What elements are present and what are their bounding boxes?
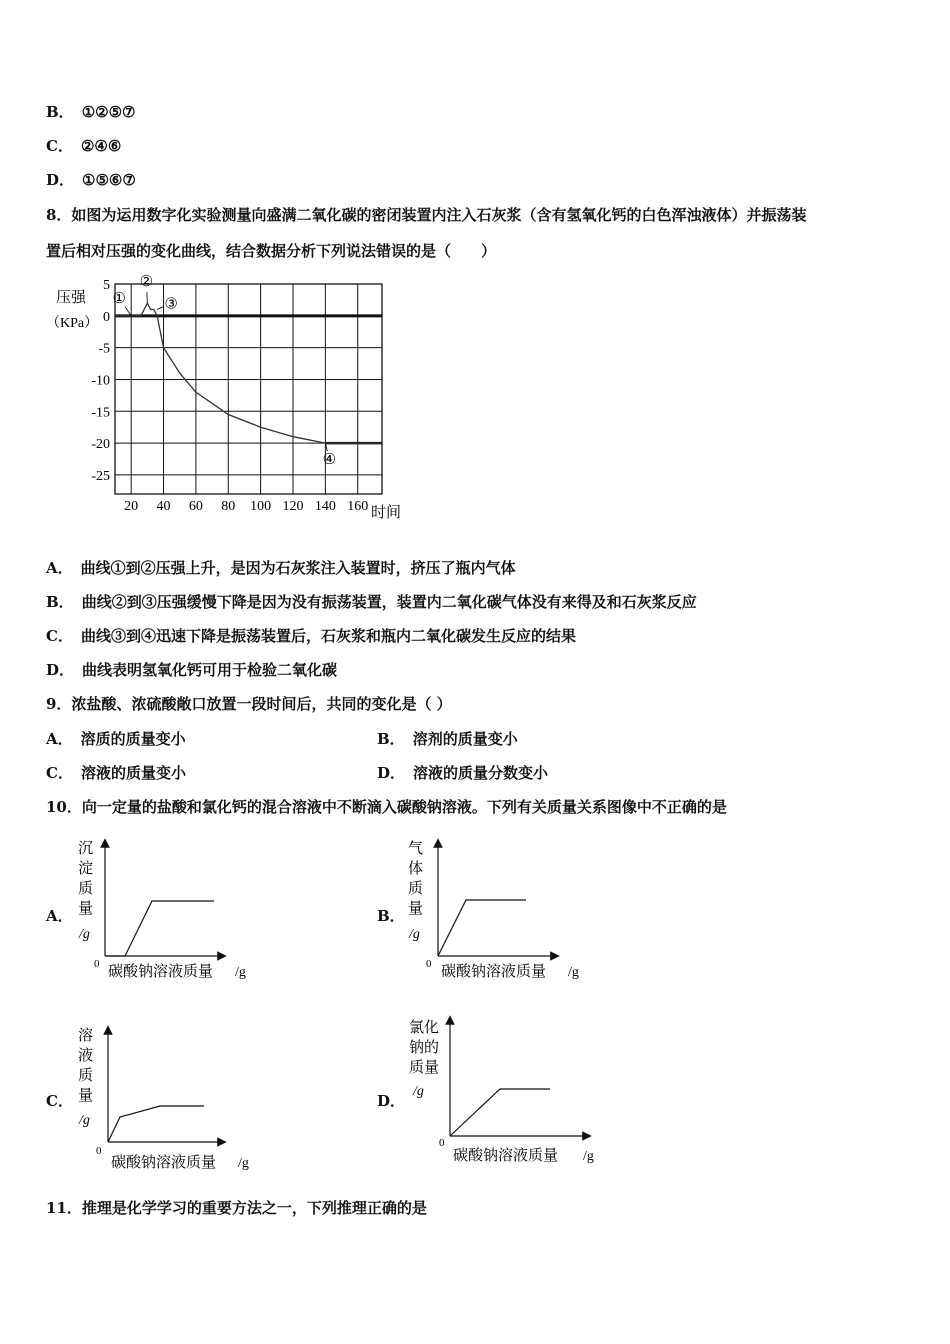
y-label-4: 量 (78, 899, 94, 917)
q8-option-d: D． 曲线表明氢氧化钙可用于检验二氧化碳 (46, 661, 338, 679)
curve (450, 1089, 550, 1136)
y-label-3: 质 (408, 879, 424, 897)
chart-ticks (91, 278, 368, 514)
pressure-chart (40, 272, 420, 527)
q8-stem-line1: 8．如图为运用数字化实验测量向盛满二氧化碳的密闭装置内注入石灰浆（含有氢氧化钙的白色浑浊液体）并振荡装 (46, 206, 807, 224)
q11-stem: 11．推理是化学学习的重要方法之一，下列推理正确的是 (46, 1199, 427, 1217)
y-tick-label: 0 (103, 309, 110, 325)
x-unit: /g (235, 965, 246, 980)
q7-option-b: B． ①②⑤⑦ (46, 103, 136, 121)
origin: 0 (94, 958, 100, 970)
y-tick-label: -20 (91, 437, 110, 453)
y-unit: /g (79, 927, 90, 942)
annotation-label: ① (112, 290, 126, 307)
x-label: 碳酸钠溶液质量 (453, 1146, 559, 1164)
y-unit: /g (413, 1084, 424, 1099)
y-label-2: 体 (408, 859, 424, 877)
q8-stem-line2: 置后相对压强的变化曲线，结合数据分析下列说法错误的是（ ） (46, 242, 497, 260)
curve (108, 1106, 204, 1142)
y-axis-label: 压强 (56, 288, 87, 306)
y-label-2: 钠的 (409, 1038, 440, 1056)
q10-graph-d-letter: D． (377, 1092, 406, 1110)
x-label: 碳酸钠溶液质量 (441, 962, 547, 980)
x-tick-label: 60 (188, 499, 203, 514)
q9-stem: 9．浓盐酸、浓硫酸敞口放置一段时间后，共同的变化是（ ） (46, 695, 452, 713)
y-label-4: 量 (78, 1086, 94, 1104)
y-axis-unit: （KPa） (46, 316, 99, 331)
q10-graph-a-letter: A． (46, 907, 73, 925)
y-tick-label: -5 (98, 341, 110, 357)
x-label: 碳酸钠溶液质量 (111, 1153, 217, 1171)
q10-graph-c-letter: C． (46, 1092, 73, 1110)
q10-graph-d (405, 1012, 600, 1172)
y-label-3: 质 (78, 1066, 94, 1084)
y-label-1: 气 (408, 839, 424, 857)
y-tick-label: 5 (103, 278, 110, 293)
y-unit: /g (79, 1113, 90, 1128)
annotation-leader (147, 292, 148, 303)
annotation-leader (157, 306, 164, 309)
chart-grid (115, 284, 382, 494)
curve (105, 901, 214, 956)
q10-stem: 10．向一定量的盐酸和氯化钙的混合溶液中不断滴入碳酸钠溶液。下列有关质量关系图像中不正确的是 (46, 798, 727, 816)
q7-option-c: C． ②④⑥ (46, 137, 122, 155)
y-tick-label: -25 (91, 468, 110, 484)
y-label-2: 淀 (78, 859, 94, 877)
pressure-curve (115, 303, 382, 443)
y-tick-label: -15 (91, 405, 110, 421)
origin: 0 (439, 1137, 445, 1149)
q8-option-b: B． 曲线②到③压强缓慢下降是因为没有振荡装置，装置内二氧化碳气体没有来得及和石灰浆反应 (46, 593, 697, 611)
x-unit: /g (238, 1156, 249, 1171)
y-label-1: 沉 (78, 839, 94, 857)
y-label-2: 液 (78, 1046, 94, 1064)
x-tick-label: 120 (282, 499, 304, 514)
annotation-label: ② (139, 274, 154, 291)
x-axis-label: 时间 (371, 503, 402, 521)
q10-graph-b-letter: B． (377, 907, 405, 925)
q9-option-b: B． 溶剂的质量变小 (377, 730, 518, 748)
q9-option-a: A． 溶质的质量变小 (46, 730, 186, 748)
q10-graph-b (400, 833, 590, 985)
q9-option-c: C． 溶液的质量变小 (46, 764, 186, 782)
annotation-label: ④ (322, 452, 337, 469)
x-tick-label: 160 (347, 499, 369, 514)
x-tick-label: 80 (221, 499, 236, 514)
q10-graph-c (70, 1020, 260, 1172)
q8-option-a: A． 曲线①到②压强上升，是因为石灰浆注入装置时，挤压了瓶内气体 (46, 559, 516, 577)
q10-graph-a (70, 833, 260, 985)
x-tick-label: 140 (314, 499, 336, 514)
x-tick-label: 40 (156, 499, 171, 514)
x-tick-label: 20 (124, 499, 139, 514)
y-label-1: 氯化 (409, 1018, 440, 1036)
x-unit: /g (568, 965, 579, 980)
y-label-4: 量 (408, 899, 424, 917)
q8-option-c: C． 曲线③到④迅速下降是振荡装置后，石灰浆和瓶内二氧化碳发生反应的结果 (46, 627, 576, 645)
origin: 0 (426, 958, 432, 970)
y-tick-label: -10 (91, 373, 110, 389)
curve (438, 900, 526, 956)
x-tick-label: 100 (250, 499, 272, 514)
y-label-1: 溶 (78, 1026, 94, 1044)
y-label-3: 质 (78, 879, 94, 897)
q7-option-d: D． ①⑤⑥⑦ (46, 171, 136, 189)
q9-option-d: D． 溶液的质量分数变小 (377, 764, 549, 782)
annotation-label: ③ (164, 296, 178, 313)
x-label: 碳酸钠溶液质量 (108, 962, 214, 980)
x-unit: /g (583, 1149, 594, 1164)
y-label-3: 质量 (409, 1058, 440, 1076)
origin: 0 (96, 1145, 102, 1157)
y-unit: /g (409, 927, 420, 942)
